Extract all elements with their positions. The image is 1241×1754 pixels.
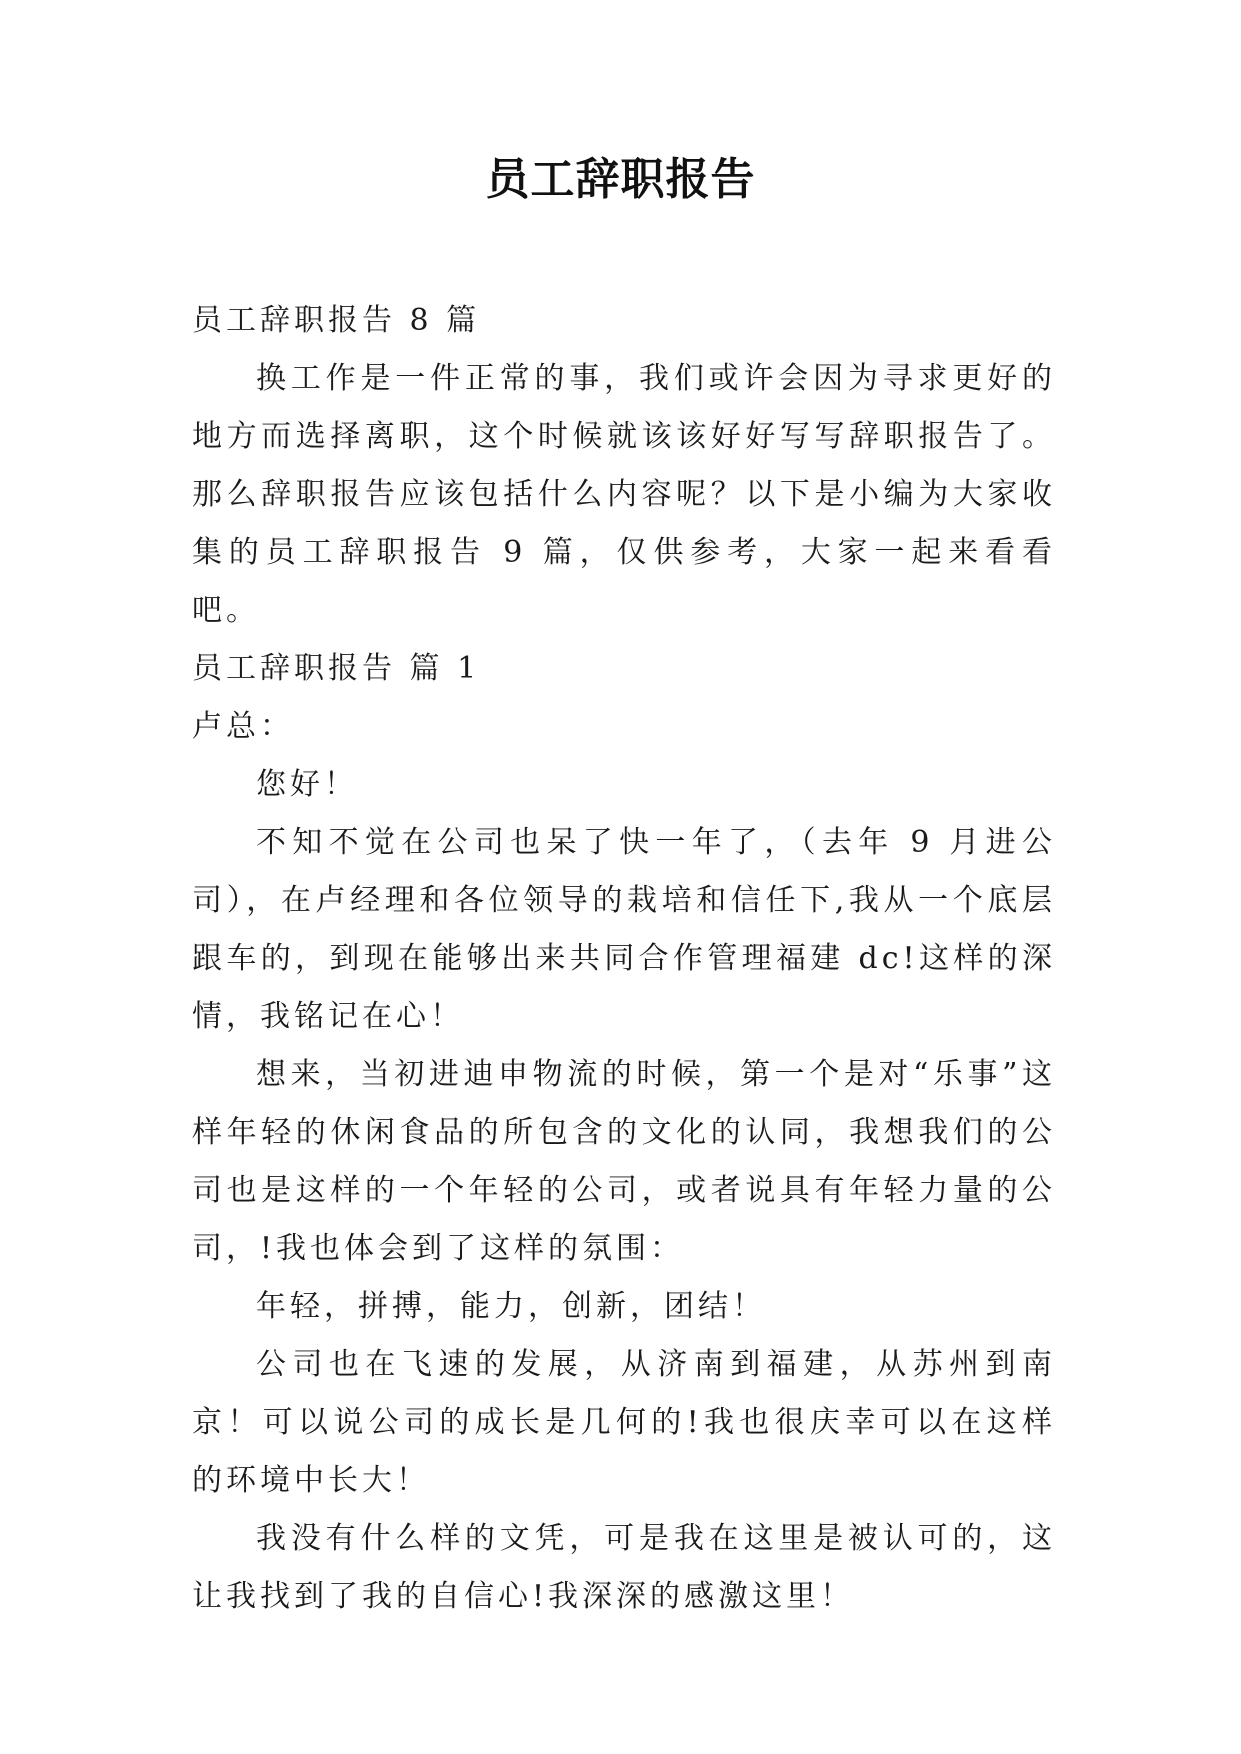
body-paragraph: 想来，当初进迪申物流的时候，第一个是对“乐事”这样年轻的休闲食品的所包含的文化的认同，我想我们的公司也是这样的一个年轻的公司，或者说具有年轻力量的公司，!我也体会到了这样的氛围： <box>192 1057 1056 1266</box>
body-paragraph: 公司也在飞速的发展，从济南到福建，从苏州到南京！可以说公司的成长是几何的!我也很庆幸可以在这样的环境中长大！ <box>192 1347 1056 1498</box>
body-paragraph: 年轻，拼搏，能力，创新，团结！ <box>256 1289 766 1324</box>
salutation: 卢总： <box>192 709 294 744</box>
section-heading: 员工辞职报告 篇 1 <box>192 651 481 686</box>
body-paragraph: 不知不觉在公司也呆了快一年了，（去年 9 月进公司），在卢经理和各位领导的栽培和信任下,我从一个底层跟车的，到现在能够出来共同合作管理福建 dc!这样的深情，我铭记在心！ <box>192 825 1056 1034</box>
document-title: 员工辞职报告 <box>485 154 756 205</box>
body-paragraph: 我没有什么样的文凭，可是我在这里是被认可的，这让我找到了我的自信心!我深深的感激这里！ <box>192 1521 1056 1614</box>
greeting: 您好！ <box>256 767 358 802</box>
intro-paragraph: 换工作是一件正常的事，我们或许会因为寻求更好的地方而选择离职，这个时候就该该好好写写辞职报告了。那么辞职报告应该包括什么内容呢？以下是小编为大家收集的员工辞职报告 9 篇，仅供参考，大家一起来看看吧。 <box>192 361 1056 628</box>
document-body <box>192 292 1056 1626</box>
document-subtitle: 员工辞职报告 8 篇 <box>192 303 481 338</box>
